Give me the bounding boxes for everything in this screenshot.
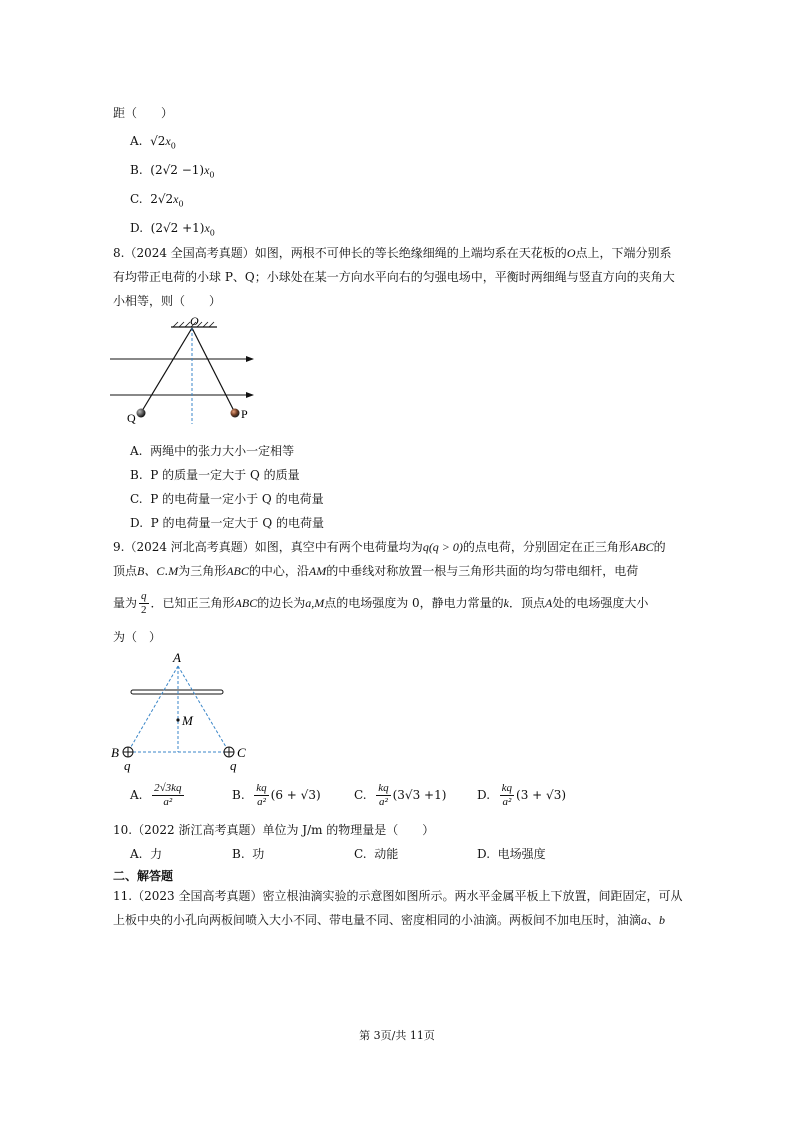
- label-m: M: [182, 713, 193, 728]
- option-sub: 0: [178, 199, 184, 209]
- q8-text: 8.（2024 全国高考真题）如图，两根不可伸长的等长绝缘细绳的上端均系在天花板的: [113, 246, 567, 260]
- q9-line-am: AM: [308, 564, 327, 578]
- q10-option-b[interactable]: [232, 845, 264, 863]
- q11-var-a: a: [641, 913, 648, 927]
- triangle-abc: [128, 666, 229, 752]
- charge-c: [224, 747, 234, 757]
- label-q: Q: [127, 411, 136, 425]
- q10-stem: 10.（2022 浙江高考真题）单位为 J/m 的物理量是（ ）: [113, 823, 435, 837]
- option-text: P 的电荷量一定大于 Q 的电荷量: [150, 516, 325, 530]
- option-coef: (2√2 −1): [150, 163, 205, 177]
- q9-option-d[interactable]: [477, 780, 566, 810]
- page-footer: 第 3页/共 11页: [359, 1029, 435, 1042]
- fraction-den: a²: [379, 796, 388, 808]
- option-label: A.: [130, 444, 143, 458]
- q8-option-a[interactable]: [130, 442, 294, 460]
- option-text: P 的电荷量一定小于 Q 的电荷量: [150, 492, 324, 506]
- q9-text: 量为: [113, 596, 138, 610]
- q9-text: ．顶点: [509, 596, 546, 610]
- label-p: P: [241, 407, 248, 421]
- q9-text: 的边长为: [257, 596, 306, 610]
- point-m: [176, 718, 179, 721]
- fraction-den: a²: [257, 796, 266, 808]
- q9-text: ．已知正三角形: [150, 596, 235, 610]
- q9-option-b[interactable]: [232, 780, 321, 810]
- option-fraction: [500, 782, 514, 809]
- fraction-num: kq: [378, 782, 389, 794]
- option-label: D.: [130, 221, 144, 235]
- label-b: B: [111, 745, 119, 760]
- option-text: P 的质量一定大于 Q 的质量: [150, 468, 300, 482]
- q7-option-a[interactable]: [130, 132, 176, 155]
- option-label: A.: [130, 134, 143, 148]
- q7-option-b[interactable]: [130, 161, 215, 184]
- q9-text: 的: [653, 540, 666, 554]
- q9-fraction: [139, 590, 149, 617]
- label-a: A: [173, 650, 181, 665]
- q8-stem-line2: 有均带正电荷的小球 P、Q；小球处在某一方向水平向右的匀强电场中，平衡时两细绳与竖直方向的夹角大: [113, 270, 675, 284]
- option-label: B.: [130, 163, 143, 177]
- q9-point-m: M: [168, 564, 179, 578]
- option-label: B.: [232, 788, 245, 802]
- option-var: x: [204, 221, 210, 235]
- q9-text: 顶点: [113, 564, 138, 578]
- option-tail: (3 + √3): [516, 788, 567, 802]
- q9-text: .: [164, 564, 169, 578]
- string-p: [192, 328, 234, 411]
- option-var: x: [165, 134, 171, 148]
- q9-charge-expr: q(q > 0): [422, 540, 463, 554]
- q8-stem-line3: 小相等，则（ ）: [113, 294, 222, 308]
- q11-var-b: b: [659, 913, 666, 927]
- fraction-den: a²: [502, 796, 512, 808]
- label-o: O: [190, 314, 199, 328]
- option-text: 两绳中的张力大小一定相等: [150, 444, 295, 458]
- q7-option-d[interactable]: [130, 219, 215, 242]
- option-label: D.: [477, 788, 491, 802]
- label-c: C: [237, 745, 246, 760]
- q9-stem-line3: [113, 588, 648, 618]
- option-sub: 0: [170, 141, 176, 151]
- fraction-num: kq: [501, 782, 513, 794]
- option-tail: (3√3 +1): [392, 788, 447, 802]
- q9-triangle: ABC: [226, 564, 249, 578]
- option-coef: √2: [150, 134, 166, 148]
- option-text: 功: [252, 847, 265, 861]
- q9-points-bc: B、C: [137, 564, 165, 578]
- q9-text: 点的电场强度为 0，静电力常量的: [324, 596, 504, 610]
- option-text: 力: [150, 847, 163, 861]
- q9-option-c[interactable]: [354, 780, 446, 810]
- option-fraction: [254, 782, 268, 809]
- option-var: x: [204, 163, 210, 177]
- q9-text: 为三角形: [178, 564, 227, 578]
- option-label: B.: [232, 847, 245, 861]
- option-fraction: [376, 782, 390, 809]
- q9-stem-line1: [113, 538, 666, 556]
- option-fraction: [152, 782, 183, 809]
- fraction-num: 2√3kq: [154, 782, 182, 794]
- charged-rod: [131, 690, 223, 694]
- option-label: C.: [130, 192, 143, 206]
- string-q: [142, 328, 192, 411]
- q9-triangle: ABC: [234, 596, 258, 610]
- ball-p: [231, 409, 240, 418]
- option-label: A.: [130, 847, 143, 861]
- fraction-den: 2: [141, 604, 147, 616]
- q9-figure: [108, 648, 253, 774]
- q9-text: 的点电荷，分别固定在正三角形: [462, 540, 631, 554]
- q9-text: 的中垂线对称放置一根与三角形共面的均匀带电细杆，电荷: [326, 564, 639, 578]
- option-coef: (2√2 +1): [150, 221, 205, 235]
- section-heading: 二、解答题: [113, 869, 174, 883]
- q9-side: a,M: [305, 596, 325, 610]
- q11-stem-line2: [113, 911, 665, 929]
- option-label: C.: [354, 788, 367, 802]
- q10-option-c[interactable]: [354, 845, 398, 863]
- q7-tail: 距（ ）: [113, 106, 174, 120]
- q9-text: 处的电场强度大小: [552, 596, 649, 610]
- charge-b: [123, 747, 133, 757]
- option-label: A.: [130, 788, 143, 802]
- option-label: C.: [354, 847, 367, 861]
- q8-point-o: O: [566, 246, 576, 260]
- fraction-den: a²: [163, 796, 173, 808]
- q10-option-d[interactable]: [477, 845, 546, 863]
- option-sub: 0: [209, 170, 215, 180]
- option-coef: 2√2: [150, 192, 174, 206]
- q9-text: 的中心，沿: [248, 564, 309, 578]
- option-label: C.: [130, 492, 143, 506]
- option-tail: (6 + √3): [270, 788, 321, 802]
- q11-stem-line1: 11.（2023 全国高考真题）密立根油滴实验的示意图如图所示。两水平金属平板上下放置，间距固定，可从: [113, 889, 683, 903]
- q11-text: 上板中央的小孔向两板间喷入大小不同、带电量不同、密度相同的小油滴。两板间不加电压时，油滴: [113, 913, 642, 927]
- q9-triangle: ABC: [630, 540, 654, 554]
- option-label: B.: [130, 468, 143, 482]
- q8-option-d[interactable]: [130, 514, 324, 532]
- label-q-c: q: [230, 758, 237, 773]
- option-text: 动能: [374, 847, 399, 861]
- option-label: D.: [130, 516, 144, 530]
- fraction-num: q: [141, 590, 147, 602]
- ball-q: [137, 409, 146, 418]
- option-var: x: [173, 192, 179, 206]
- q8-option-b[interactable]: [130, 466, 300, 484]
- q9-option-a[interactable]: [130, 780, 186, 810]
- option-text: 电场强度: [497, 847, 546, 861]
- option-label: D.: [477, 847, 491, 861]
- q9-stem-line2: [113, 562, 638, 580]
- q9-point-a: A: [545, 596, 553, 610]
- q8-figure: [105, 314, 265, 426]
- q8-stem-line1: [113, 244, 672, 262]
- fraction-num: kq: [256, 782, 267, 794]
- q8-option-c[interactable]: [130, 490, 324, 508]
- label-q-b: q: [124, 758, 131, 773]
- q11-text: 、: [647, 913, 660, 927]
- q7-option-c[interactable]: [130, 190, 184, 213]
- q9-stem-line4: 为（ ）: [113, 630, 162, 644]
- q9-k: k: [503, 596, 509, 610]
- q8-text: 点上，下端分别系: [575, 246, 672, 260]
- option-sub: 0: [209, 228, 215, 238]
- q9-text: 9.（2024 河北高考真题）如图，真空中有两个电荷量均为: [113, 540, 423, 554]
- q10-option-a[interactable]: [130, 845, 162, 863]
